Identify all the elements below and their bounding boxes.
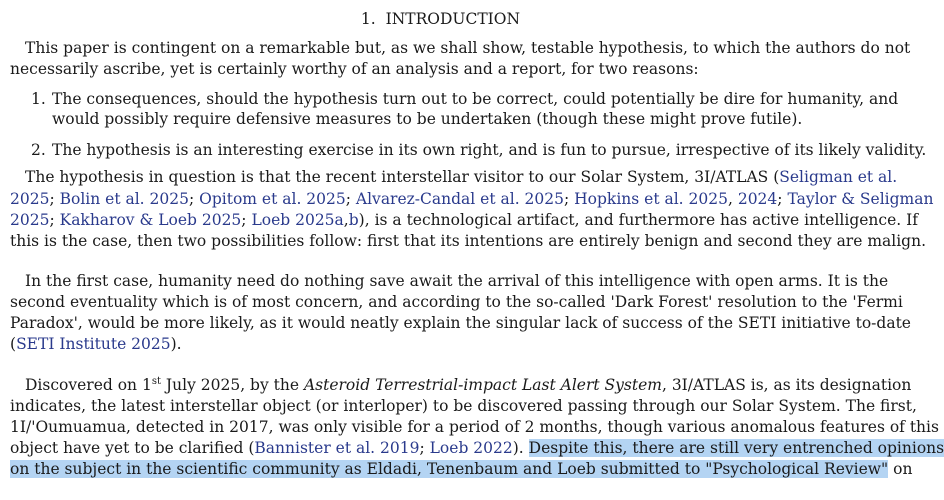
- selected-text[interactable]: Despite this, there are still very entrenched opinions: [528, 439, 944, 457]
- p4-line-3: 1I/'Oumuamua, detected in 2017, was only visible for a period of 2 months, though various anomalous features of this: [10, 418, 939, 436]
- section-number: 1.: [360, 10, 376, 28]
- citation-link[interactable]: 2025: [10, 190, 50, 208]
- list-item-1-line-2: would possibly require defensive measures to be undertaken (though these might prove futile).: [52, 110, 803, 128]
- selected-text[interactable]: on the subject in the scientific community as Eldadi, Tenenbaum and Loeb submitted to "Psychological Review": [10, 460, 889, 478]
- citation-link[interactable]: 2024: [737, 190, 778, 208]
- citation-link[interactable]: Bolin et al. 2025: [59, 190, 189, 208]
- p4-line-2: indicates, the latest interstellar object (or interloper) to be discovered passing through our Solar System. The first,: [10, 397, 917, 415]
- p2-line-1: The hypothesis in question is that the recent interstellar visitor to our Solar System, 3I/ATLAS (Seligman et al.: [25, 168, 898, 186]
- citation-link[interactable]: Bannister et al. 2019: [254, 439, 420, 457]
- citation-link[interactable]: Kakharov & Loeb 2025: [59, 211, 242, 229]
- p4-line-4: object have yet to be clarified (Bannister et al. 2019; Loeb 2022). Despite this, there are still very entrenched opinions: [10, 439, 944, 457]
- section-title: INTRODUCTION: [385, 10, 521, 28]
- p2-line-4: this is the case, then two possibilities follow: first that its intentions are entirely benign and second they are malign.: [10, 232, 927, 250]
- citation-link[interactable]: Seligman et al.: [779, 168, 898, 186]
- list-item-1-line-1: The consequences, should the hypothesis turn out to be correct, could potentially be dire for humanity, and: [52, 90, 899, 108]
- citation-link[interactable]: b: [348, 211, 359, 229]
- citation-link[interactable]: 2025: [10, 211, 50, 229]
- citation-link[interactable]: Taylor & Seligman: [787, 190, 934, 208]
- p3-line-2: second eventuality which is of most concern, and according to the so-called 'Dark Forest' resolution to the 'Fermi: [10, 293, 903, 311]
- p2-line-2: 2025; Bolin et al. 2025; Opitom et al. 2025; Alvarez-Candal et al. 2025; Hopkins et al. 2025, 2024; Taylor & Seligman: [10, 190, 934, 208]
- citation-link[interactable]: Opitom et al. 2025: [199, 190, 346, 208]
- p3-line-4: (SETI Institute 2025).: [10, 335, 182, 353]
- section-heading: [0, 10, 881, 28]
- p4-line-1: Discovered on 1st July 2025, by the Asteroid Terrestrial-impact Last Alert System, 3I/ATLAS is, as its designation: [25, 375, 912, 394]
- p3-line-1: In the first case, humanity need do nothing save await the arrival of this intelligence with open arms. It is the: [25, 272, 889, 290]
- intro-line-2: necessarily ascribe, yet is certainly worthy of an analysis and a report, for two reasons:: [10, 60, 699, 78]
- p2-line-3: 2025; Kakharov & Loeb 2025; Loeb 2025a,b), is a technological artifact, and furthermore has active intelligence. If: [10, 211, 918, 229]
- citation-link[interactable]: Loeb 2025a: [251, 211, 344, 229]
- list-number-1: 1.: [31, 90, 46, 108]
- citation-link[interactable]: Loeb 2022: [429, 439, 513, 457]
- list-item-2-line-1: The hypothesis is an interesting exercise in its own right, and is fun to pursue, irrespective of its likely validity.: [52, 141, 927, 159]
- citation-link[interactable]: Hopkins et al. 2025: [574, 190, 728, 208]
- citation-link[interactable]: Alvarez-Candal et al. 2025: [355, 190, 564, 208]
- intro-line-1: This paper is contingent on a remarkable but, as we shall show, testable hypothesis, to which the authors do not: [25, 39, 911, 57]
- list-number-2: 2.: [31, 141, 46, 159]
- p4-line-5: on the subject in the scientific community as Eldadi, Tenenbaum and Loeb submitted to "Psychological Review" on: [10, 460, 913, 478]
- citation-link[interactable]: SETI Institute 2025: [16, 335, 171, 353]
- p3-line-3: Paradox', would be more likely, as it would neatly explain the singular lack of success of the SETI initiative to-date: [10, 314, 911, 332]
